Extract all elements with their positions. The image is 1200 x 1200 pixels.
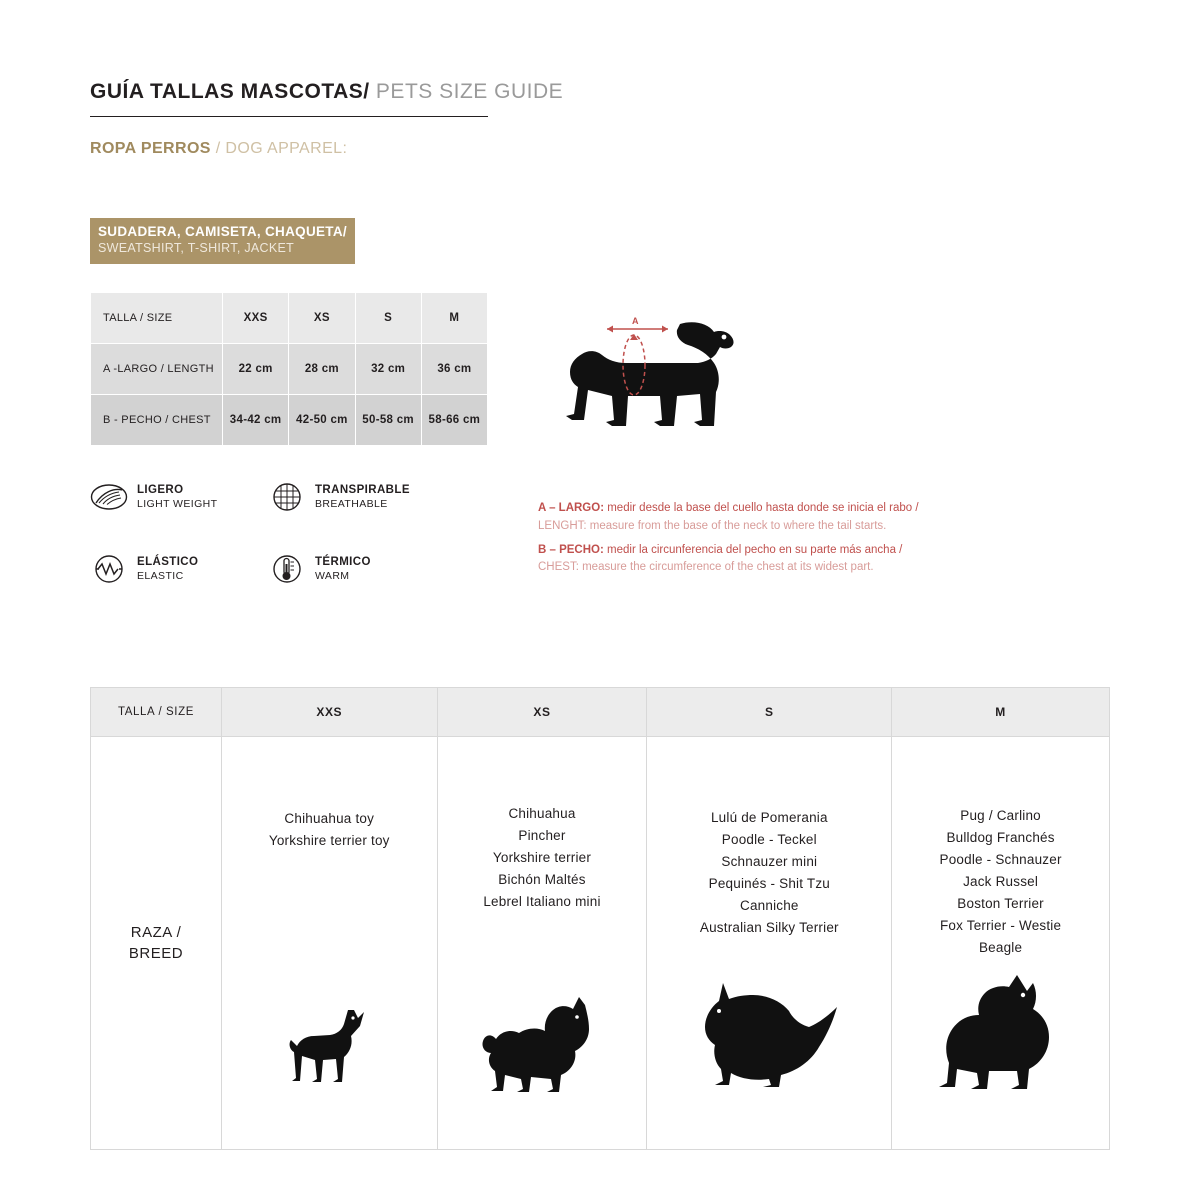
feature-elastic xyxy=(90,550,198,588)
chest-xs: 42-50 cm xyxy=(289,395,355,446)
small-fluffy-dog-silhouette xyxy=(444,973,641,1103)
breed-name: Yorkshire terrier xyxy=(492,850,592,866)
breed-cell-m xyxy=(892,737,1110,1150)
feather-icon xyxy=(90,478,128,516)
table-row xyxy=(91,344,488,395)
garment-type-band xyxy=(90,218,355,264)
feature-label-es: TÉRMICO xyxy=(315,556,371,569)
chest-m: 58-66 cm xyxy=(421,395,487,446)
instruction-length-label: A – LARGO: xyxy=(538,502,605,514)
measurement-header-m: M xyxy=(421,293,487,344)
breed-name: Chihuahua xyxy=(508,806,576,822)
measurement-header-s: S xyxy=(355,293,421,344)
row-label-chest: B - PECHO / CHEST xyxy=(91,395,223,446)
breed-name: Canniche xyxy=(740,897,799,913)
breed-name: Lebrel Italiano mini xyxy=(483,893,601,909)
table-row xyxy=(91,395,488,446)
breed-name: Boston Terrier xyxy=(957,895,1044,911)
pomeranian-silhouette xyxy=(653,969,885,1099)
length-xxs: 22 cm xyxy=(223,344,289,395)
breed-name: Yorkshire terrier toy xyxy=(268,833,390,848)
breed-name: Pequinés - Shit Tzu xyxy=(708,876,830,891)
breed-name: Beagle xyxy=(978,939,1023,955)
instruction-chest xyxy=(538,542,998,578)
mesh-icon xyxy=(268,478,306,516)
feature-breathable-text xyxy=(315,484,410,509)
instruction-chest-label: B – PECHO: xyxy=(538,543,604,556)
breed-name: Schnauzer mini xyxy=(721,854,818,870)
instruction-chest-es: medir la circunferencia del pecho en su parte más ancha / xyxy=(603,543,903,556)
title-divider xyxy=(90,116,488,117)
page-title xyxy=(90,80,563,104)
breed-row-label xyxy=(91,737,222,1150)
breed-header-s: S xyxy=(647,688,892,737)
feature-label-es: ELÁSTICO xyxy=(137,556,199,569)
feature-label-en: LIGHT WEIGHT xyxy=(137,497,218,510)
dog-measurement-diagram xyxy=(530,310,760,440)
measurement-header-xs: XS xyxy=(289,293,355,344)
table-row xyxy=(91,688,1110,737)
measurement-instructions xyxy=(538,500,998,577)
instruction-length-es: medir desde la base del cuello hasta donde se inicia el rabo / xyxy=(604,502,919,514)
feature-light-weight-text xyxy=(137,484,217,509)
measurement-header-label: TALLA / SIZE xyxy=(91,293,223,344)
breed-name: Fox Terrier - Westie xyxy=(939,917,1062,933)
subtitle-translation: / DOG APPAREL: xyxy=(210,140,348,157)
breed-names-m xyxy=(898,805,1103,958)
feature-label-es: TRANSPIRABLE xyxy=(315,484,410,497)
length-s: 32 cm xyxy=(355,344,421,395)
breed-header-xs: XS xyxy=(437,688,647,737)
breed-name: Australian Silky Terrier xyxy=(699,919,839,935)
breed-name: Bichón Maltés xyxy=(498,871,586,887)
breed-name: Poodle - Teckel xyxy=(721,832,817,848)
table-row xyxy=(91,293,488,344)
page-title-translation: PETS SIZE GUIDE xyxy=(369,80,564,103)
subtitle-main: ROPA PERROS xyxy=(90,140,211,157)
thermometer-icon xyxy=(268,550,306,588)
feature-elastic-text xyxy=(137,556,198,581)
breed-header-m: M xyxy=(892,688,1110,737)
measurement-table xyxy=(90,292,488,446)
breed-names-s xyxy=(653,807,885,938)
breed-name: Chihuahua toy xyxy=(284,811,375,827)
length-xs: 28 cm xyxy=(289,344,355,395)
breed-cell-xxs xyxy=(222,737,438,1150)
dog-silhouette xyxy=(566,322,734,426)
elastic-icon xyxy=(90,550,128,588)
breed-header-label: TALLA / SIZE xyxy=(91,688,222,737)
feature-label-es: LIGERO xyxy=(137,484,184,497)
breed-name: Pug / Carlino xyxy=(960,808,1041,824)
feature-light-weight xyxy=(90,478,217,516)
diagram-label-a: A xyxy=(632,316,639,326)
page-title-main: GUÍA TALLAS MASCOTAS/ xyxy=(90,80,370,103)
bulldog-silhouette xyxy=(898,971,1103,1101)
breed-header-xxs: XXS xyxy=(222,688,438,737)
section-subtitle xyxy=(90,140,347,158)
instruction-chest-en: CHEST: measure the circumference of the chest at its widest part. xyxy=(538,561,874,574)
breed-names-xxs xyxy=(228,808,431,852)
garment-type-es: SUDADERA, CAMISETA, CHAQUETA/ xyxy=(98,224,347,239)
feature-warm-text xyxy=(315,556,371,581)
feature-label-en: BREATHABLE xyxy=(315,497,388,510)
garment-type-en: SWEATSHIRT, T-SHIRT, JACKET xyxy=(98,240,295,255)
breed-name: Bulldog Franchés xyxy=(946,830,1055,846)
chihuahua-silhouette xyxy=(228,968,431,1098)
instruction-length-en: LENGHT: measure from the base of the neck to where the tail starts. xyxy=(538,519,887,532)
table-row xyxy=(91,737,1110,1150)
breed-names-xs xyxy=(444,803,641,912)
row-label-length: A -LARGO / LENGTH xyxy=(91,344,223,395)
measurement-header-xxs: XXS xyxy=(223,293,289,344)
chest-xxs: 34-42 cm xyxy=(223,395,289,446)
breed-cell-s xyxy=(647,737,892,1150)
chest-s: 50-58 cm xyxy=(355,395,421,446)
breed-table xyxy=(90,687,1110,1150)
breed-row-label-en: BREED xyxy=(128,945,184,962)
breed-name: Jack Russel xyxy=(963,874,1039,890)
feature-breathable xyxy=(268,478,410,516)
breed-name: Poodle - Schnauzer xyxy=(939,852,1062,868)
breed-name: Pincher xyxy=(518,828,566,844)
length-m: 36 cm xyxy=(421,344,487,395)
feature-warm xyxy=(268,550,371,588)
breed-name: Lulú de Pomerania xyxy=(710,810,828,826)
feature-label-en: WARM xyxy=(315,569,350,582)
breed-cell-xs xyxy=(437,737,647,1150)
breed-row-label-es: RAZA / xyxy=(130,924,182,941)
instruction-length xyxy=(538,500,998,536)
feature-label-en: ELASTIC xyxy=(137,569,184,582)
